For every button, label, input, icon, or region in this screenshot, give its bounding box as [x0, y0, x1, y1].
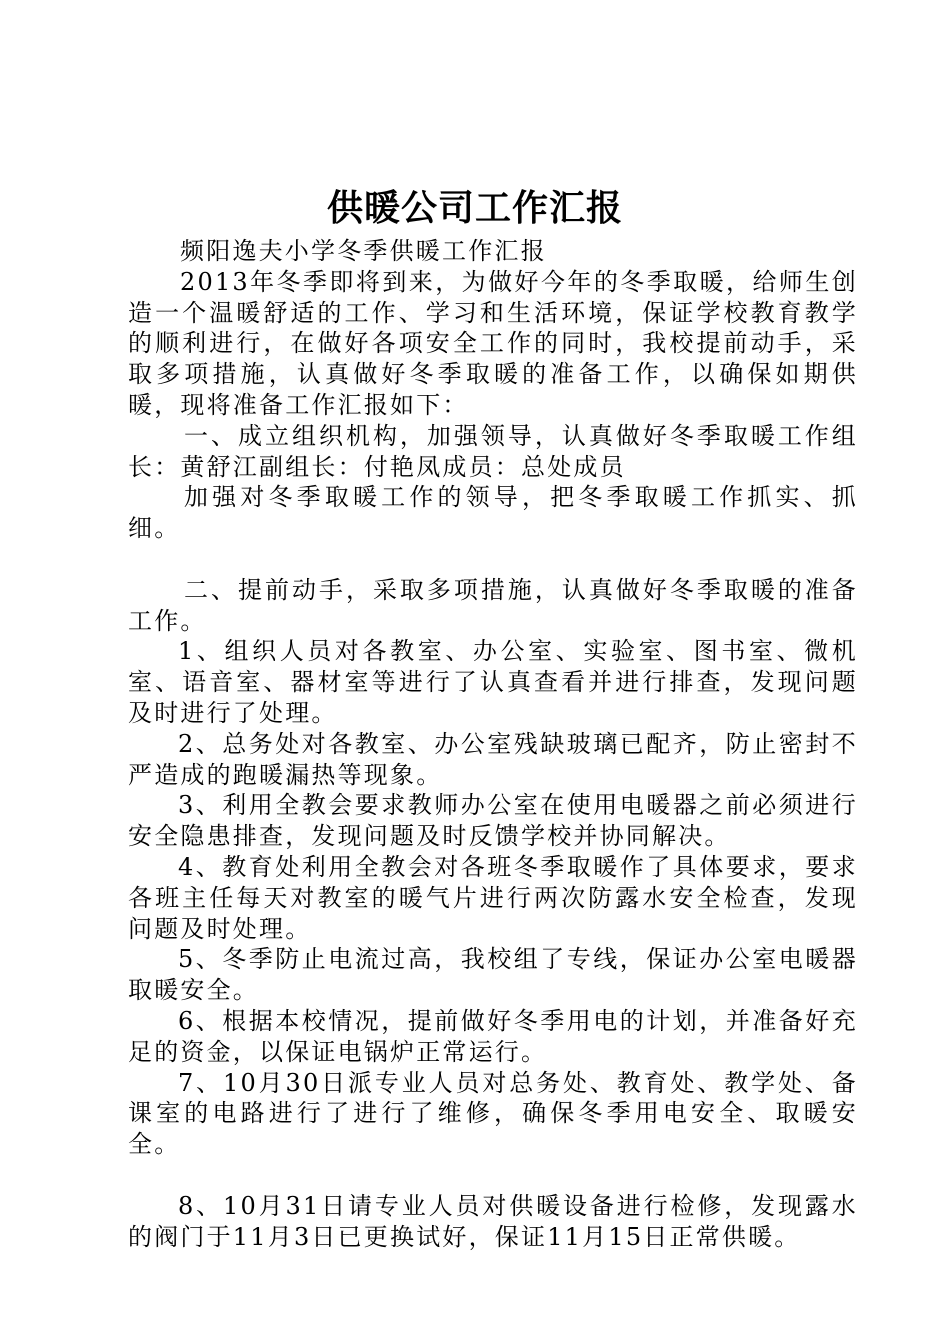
paragraph-item-7: 7、10月30日派专业人员对总务处、教育处、教学处、备课室的电路进行了进行了维修，确保冬季用电安全、取暖安全。 — [128, 1068, 858, 1159]
paragraph-intro: 2013年冬季即将到来，为做好今年的冬季取暖，给师生创造一个温暖舒适的工作、学习和生活环境，保证学校教育教学的顺利进行，在做好各项安全工作的同时，我校提前动手，采取多项措施，认真做好冬季取暖的准备工作，以确保如期供暖，现将准备工作汇报如下： — [128, 267, 858, 419]
document-body — [128, 236, 858, 1252]
paragraph-item-6: 6、根据本校情况，提前做好冬季用电的计划，并准备好充足的资金，以保证电锅炉正常运行。 — [128, 1006, 858, 1066]
paragraph-item-5: 5、冬季防止电流过高，我校组了专线，保证办公室电暖器取暖安全。 — [128, 945, 858, 1005]
paragraph-leadership: 加强对冬季取暖工作的领导，把冬季取暖工作抓实、抓细。 — [128, 483, 858, 543]
document-title: 供暖公司工作汇报 — [326, 187, 623, 229]
paragraph-section-two: 二、提前动手，采取多项措施，认真做好冬季取暖的准备工作。 — [128, 575, 858, 635]
paragraph-item-2: 2、总务处对各教室、办公室残缺玻璃已配齐，防止密封不严造成的跑暖漏热等现象。 — [128, 729, 858, 789]
paragraph-section-one: 一、成立组织机构，加强领导，认真做好冬季取暖工作组长：黄舒江副组长：付艳凤成员：总处成员 — [128, 421, 858, 481]
paragraph-item-1: 1、组织人员对各教室、办公室、实验室、图书室、微机室、语音室、器材室等进行了认真查看并进行排查，发现问题及时进行了处理。 — [128, 637, 858, 727]
paragraph-item-4: 4、教育处利用全教会对各班冬季取暖作了具体要求，要求各班主任每天对教室的暖气片进行两次防露水安全检查，发现问题及时处理。 — [128, 852, 858, 943]
paragraph-subtitle: 频阳逸夫小学冬季供暖工作汇报 — [180, 237, 547, 265]
paragraph-item-3: 3、利用全教会要求教师办公室在使用电暖器之前必须进行安全隐患排查，发现问题及时反馈学校并协同解决。 — [128, 791, 858, 851]
paragraph-item-8: 8、10月31日请专业人员对供暖设备进行检修，发现露水的阀门于11月3日已更换试好，保证11月15日正常供暖。 — [128, 1191, 858, 1251]
